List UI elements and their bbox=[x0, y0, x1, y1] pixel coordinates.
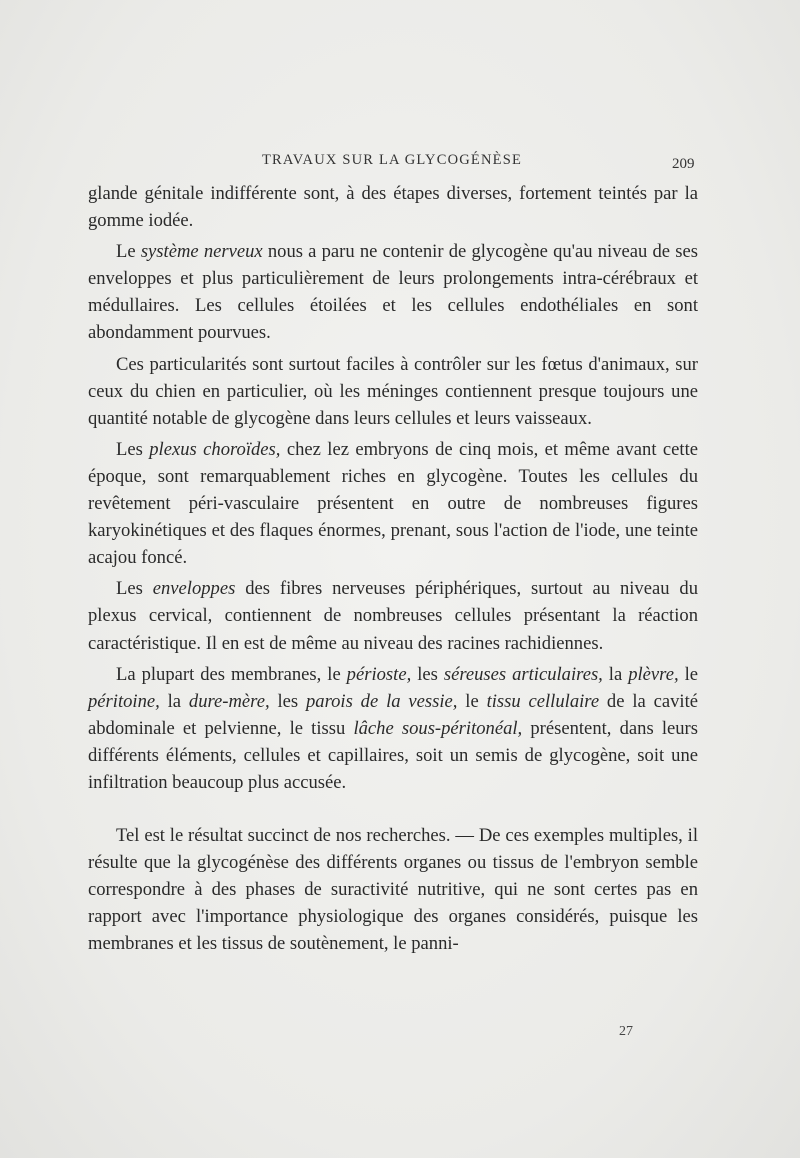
running-head: TRAVAUX SUR LA GLYCOGÉNÈSE bbox=[262, 152, 523, 168]
text-run: Tel est le résultat succinct de nos recherches. — De ces exemples multiples, il résulte que la glycogénèse des différents organes ou tissus de l'embryon semble correspondre à des phases de suractivité nutritive, qui ne sont certes pas en rapport avec l'importance physiologique des organes considérés, puisque les membranes et les tissus de soutènement, le panni- bbox=[88, 825, 698, 955]
italic-term: plèvre, bbox=[628, 663, 679, 685]
italic-term: péritoine, bbox=[88, 690, 160, 712]
text-run: la bbox=[159, 690, 189, 712]
text-run: glande génitale indifférente sont, à des étapes diverses, fortement teintés par la gomme iodée. bbox=[88, 183, 698, 232]
italic-term: périoste, bbox=[346, 663, 412, 685]
paragraph bbox=[88, 661, 698, 796]
paragraph bbox=[88, 238, 698, 346]
italic-term: plexus choroïdes, bbox=[149, 438, 281, 460]
paragraph bbox=[88, 575, 698, 656]
text-run: des fibres nerveuses périphériques, surtout au niveau du plexus cervical, contiennent de nombreuses cellules présentant la réaction caractéristique. Il en est de même au niveau des racines rachidiennes. bbox=[88, 578, 698, 654]
text-run: nous a paru ne contenir de glycogène qu'au niveau de ses enveloppes et plus particulièrement de leurs prolongements intra-cérébraux et médullaires. Les cellules étoilées et les cellules endothéliales en sont abondamment pourvues. bbox=[88, 241, 698, 344]
italic-term: séreuses articulaires, bbox=[443, 663, 603, 685]
italic-term: enveloppes bbox=[152, 578, 236, 600]
text-run: Les bbox=[116, 438, 150, 460]
italic-term: tissu cellulaire bbox=[486, 690, 600, 712]
italic-term: parois de la vessie, bbox=[305, 690, 458, 712]
italic-term: système nerveux bbox=[140, 241, 263, 263]
paragraph bbox=[88, 436, 698, 571]
text-run: présentent, dans leurs différents éléments, cellules et capillaires, soit un semis de glycogène, soit une infiltration beaucoup plus accusée. bbox=[88, 717, 698, 793]
signature-mark: 27 bbox=[619, 1024, 633, 1039]
text-run: de la cavité abdominale et pelvienne, le tissu bbox=[88, 690, 698, 739]
text-run: le bbox=[678, 663, 699, 685]
text-run: Ces particularités sont surtout faciles à contrôler sur les fœtus d'animaux, sur ceux du chien en particulier, où les méninges contiennent presque toujours une quantité notable de glycogène dans leurs cellules et leurs vaisseaux. bbox=[88, 353, 698, 429]
page-number: 209 bbox=[672, 156, 695, 172]
text-run: Les bbox=[116, 578, 153, 600]
text-run: les bbox=[411, 663, 444, 685]
body-text bbox=[88, 180, 698, 962]
paragraph bbox=[88, 351, 698, 432]
italic-term: dure-mère, bbox=[188, 690, 270, 712]
text-run: la bbox=[602, 663, 629, 685]
paragraph bbox=[88, 822, 698, 957]
italic-term: lâche sous-péritonéal, bbox=[353, 717, 523, 739]
paragraph bbox=[88, 180, 698, 234]
text-run: Le bbox=[116, 241, 141, 263]
text-run: le bbox=[457, 690, 487, 712]
text-run: les bbox=[269, 690, 306, 712]
text-run: La plupart des membranes, le bbox=[116, 663, 347, 685]
page-header bbox=[0, 152, 800, 176]
text-run: chez lez embryons de cinq mois, et même avant cette époque, sont remarquablement riches en glycogène. Toutes les cellules du revêtement péri-vasculaire présentent en outre de nombreuses figures karyokinétiques et des flaques énormes, prenant, sous l'action de l'iode, une teinte acajou foncé. bbox=[88, 438, 698, 569]
